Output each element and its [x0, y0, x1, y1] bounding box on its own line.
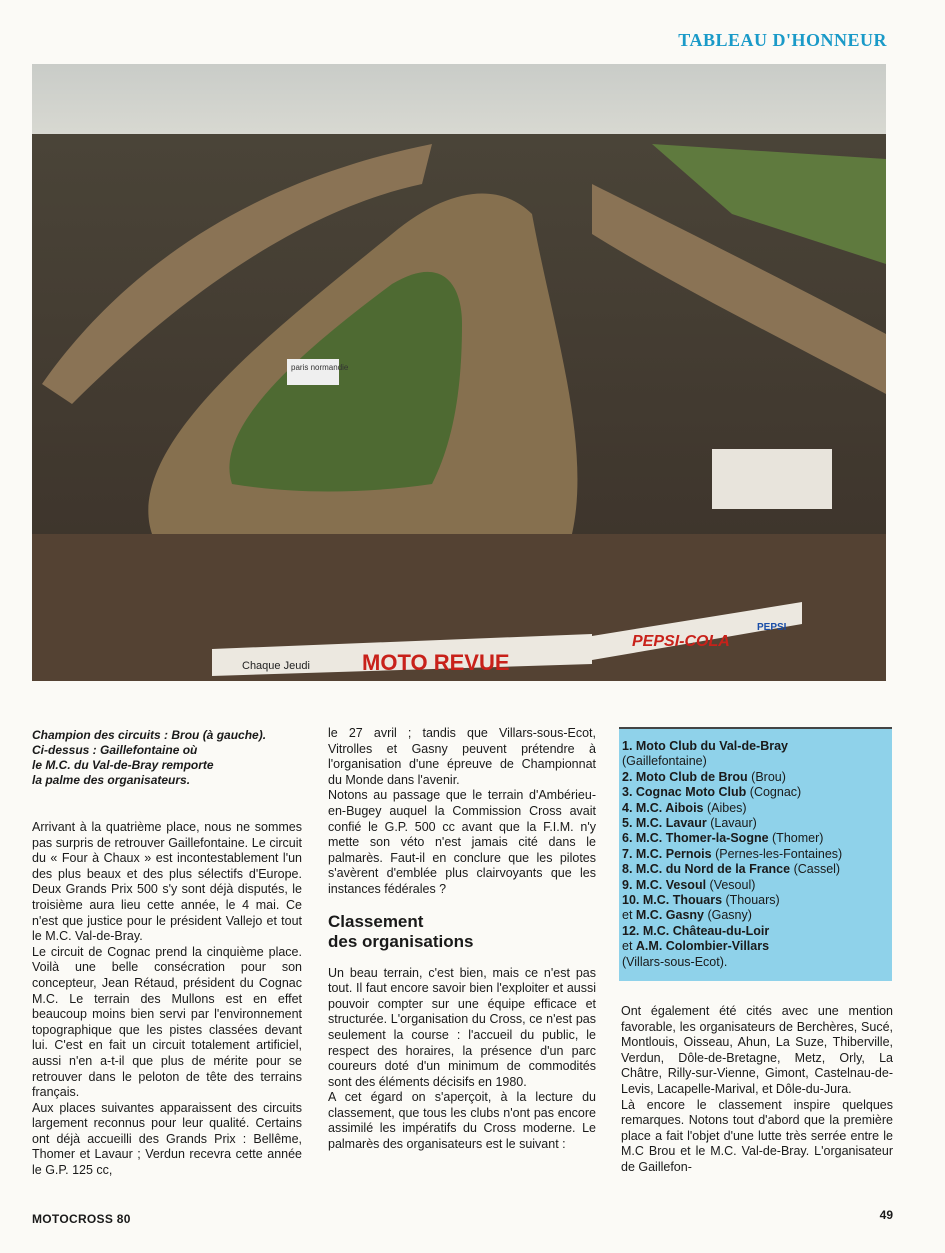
ranking-item — [622, 770, 892, 785]
ranking-item — [622, 924, 892, 939]
ranking-club: 3. Cognac Moto Club — [622, 785, 747, 800]
article-column-3 — [621, 1004, 893, 1176]
ranking-club: M.C. Gasny — [635, 908, 704, 923]
caption-line: la palme des organisateurs. — [32, 773, 191, 787]
ranking-item — [622, 862, 892, 877]
paragraph: Notons au passage que le terrain d'Ambérieu-en-Bugey auquel la Commission Cross avait confié le G.P. 500 cc avant que la F.I.M. n'y mette son véto n'est jamais cité dans le palmarès. Faut-il en conclure que les pilotes s'avèrent d'emblée plus clairvoyants que les instances fédérales ? — [328, 788, 596, 896]
ranking-item — [622, 893, 892, 908]
ranking-location: (Cassel) — [790, 862, 841, 877]
ranking-location: (Vesoul) — [706, 877, 756, 892]
paragraph: Là encore le classement inspire quelques remarques. Notons tout d'abord que la première place a fait l'objet d'une lutte très serrée entre le M.C Brou et le M.C. Val-de-Bray. L'organisateur de Gaillefon- — [621, 1097, 893, 1174]
article-column-2 — [328, 726, 596, 1153]
ranking-location: (Aibes) — [703, 800, 747, 815]
ranking-item — [622, 785, 892, 800]
section-title-line: des organisations — [328, 931, 474, 951]
photo-banner-pepsi-cola: PEPSI-COLA — [632, 633, 730, 650]
ranking-item — [622, 739, 892, 754]
paragraph: le 27 avril ; tandis que Villars-sous-Ecot, Vitrolles et Gasny peuvent prétendre à l'organisation d'une épreuve de Championnat du Monde dans l'avenir. — [328, 726, 596, 787]
ranking-item — [622, 754, 892, 769]
ranking-location: (Pernes-les-Fontaines) — [711, 846, 843, 861]
ranking-location: (Villars-sous-Ecot). — [622, 954, 728, 969]
ranking-club: 9. M.C. Vesoul — [622, 877, 707, 892]
ranking-club: 12. M.C. Château-du-Loir — [622, 923, 770, 938]
ranking-item — [622, 878, 892, 893]
photo-banner-moto-revue: MOTO REVUE — [362, 650, 510, 675]
photo-banner-chaque-jeudi: Chaque Jeudi — [242, 660, 310, 672]
paragraph: A cet égard on s'aperçoit, à la lecture du classement, que tous les clubs n'ont pas encore assimilé les impératifs du Cross moderne. Le palmarès des organisateurs est le suivant : — [328, 1090, 596, 1152]
ranking-club: 2. Moto Club de Brou — [622, 769, 748, 784]
ranking-list — [622, 739, 892, 970]
section-header: TABLEAU D'HONNEUR — [678, 30, 887, 50]
paragraph: Aux places suivantes apparaissent des circuits largement reconnus pour leur qualité. Certains ont déjà accueilli des Grands Prix : Bellême, Thomer et Lavaur ; Verdun recevra cette année le G.P. 125 cc, — [32, 1100, 302, 1178]
section-title — [328, 912, 596, 952]
ranking-prefix: et — [622, 939, 636, 954]
article-column-1 — [32, 820, 302, 1179]
ranking-box — [619, 727, 892, 981]
paragraph: Le circuit de Cognac prend la cinquième place. Voilà une belle consécration pour son concepteur, Jean Rétaud, président du Cognac M.C. Le terrain des Mullons est en effet beaucoup moins bien servi par l'environnement topographique que les pistes classées devant lui. C'est en fait un circuit totalement artificiel, aussi n'en a-t-il que plus de mérite pour se retrouver dans le peloton de tête des terrains français. — [32, 944, 302, 1100]
photo-banner-paris-normandie: paris normandie — [291, 363, 349, 372]
ranking-club: 4. M.C. Aibois — [622, 800, 704, 815]
paragraph: Ont également été cités avec une mention favorable, les organisateurs de Berchères, Sucé, Montlouis, Oisseau, Ahun, La Suze, Thiberville, Verdun, Dôle-de-Bretagne, Metz, Orly, La Châtre, Rilly-sur-Vienne, Gimont, Castelnau-de-Levis, Lacapelle-Marival, et Dôle-du-Jura. — [621, 1004, 893, 1096]
ranking-item — [622, 955, 892, 970]
paragraph: Un beau terrain, c'est bien, mais ce n'est pas tout. Il faut encore savoir bien l'exploiter et aussi pouvoir compter sur une équipe efficace et structurée. L'organisation du Cross, ce n'est pas seulement la course : l'accueil du public, le respect des horaires, la présence d'un parc coureurs doté d'un minimum de commodités sont des éléments décisifs en 1980. — [328, 965, 596, 1089]
ranking-item — [622, 847, 892, 862]
ranking-location: (Thouars) — [722, 893, 780, 908]
ranking-location: (Brou) — [747, 769, 786, 784]
motocross-photo — [32, 64, 886, 681]
page-number: 49 — [879, 1208, 893, 1222]
paragraph: Arrivant à la quatrième place, nous ne sommes pas surpris de retrouver Gaillefontaine. Le circuit du « Four à Chaux » est incontestablement l'un des plus beaux et des plus sélectifs d'Europe. Deux Grands Prix 500 s'y sont déjà disputés, le troisième aura lieu cette année, le 4 mai. Ce n'est que justice pour le président Vallejo et tout le M.C. Val-de-Bray. — [32, 820, 302, 944]
caption-line: Ci-dessus : Gaillefontaine où — [32, 743, 198, 757]
ranking-club: 5. M.C. Lavaur — [622, 816, 707, 831]
ranking-item — [622, 908, 892, 923]
ranking-location: (Cognac) — [746, 785, 802, 800]
ranking-club: 6. M.C. Thomer-la-Sogne — [622, 831, 769, 846]
ranking-location: (Gasny) — [703, 908, 752, 923]
caption-line: le M.C. du Val-de-Bray remporte — [32, 758, 214, 772]
ranking-club: 7. M.C. Pernois — [622, 846, 712, 861]
ranking-item — [622, 939, 892, 954]
caption-line: Champion des circuits : Brou (à gauche). — [32, 728, 267, 742]
ranking-club: 1. Moto Club du Val-de-Bray — [622, 739, 788, 753]
photo-banner-pepsi: PEPSI — [757, 622, 787, 633]
ranking-location: (Gaillefontaine) — [622, 754, 707, 769]
magazine-name: MOTOCROSS 80 — [32, 1212, 131, 1226]
photo-caption — [32, 728, 294, 788]
section-title-line: Classement — [328, 911, 424, 931]
ranking-item — [622, 831, 892, 846]
ranking-prefix: et — [622, 908, 636, 923]
ranking-item — [622, 801, 892, 816]
ranking-club: 10. M.C. Thouars — [622, 893, 723, 908]
ranking-location: (Lavaur) — [706, 816, 757, 831]
ranking-location: (Thomer) — [768, 831, 824, 846]
ranking-club: 8. M.C. du Nord de la France — [622, 862, 791, 877]
ranking-item — [622, 816, 892, 831]
ranking-club: A.M. Colombier-Villars — [635, 939, 770, 954]
